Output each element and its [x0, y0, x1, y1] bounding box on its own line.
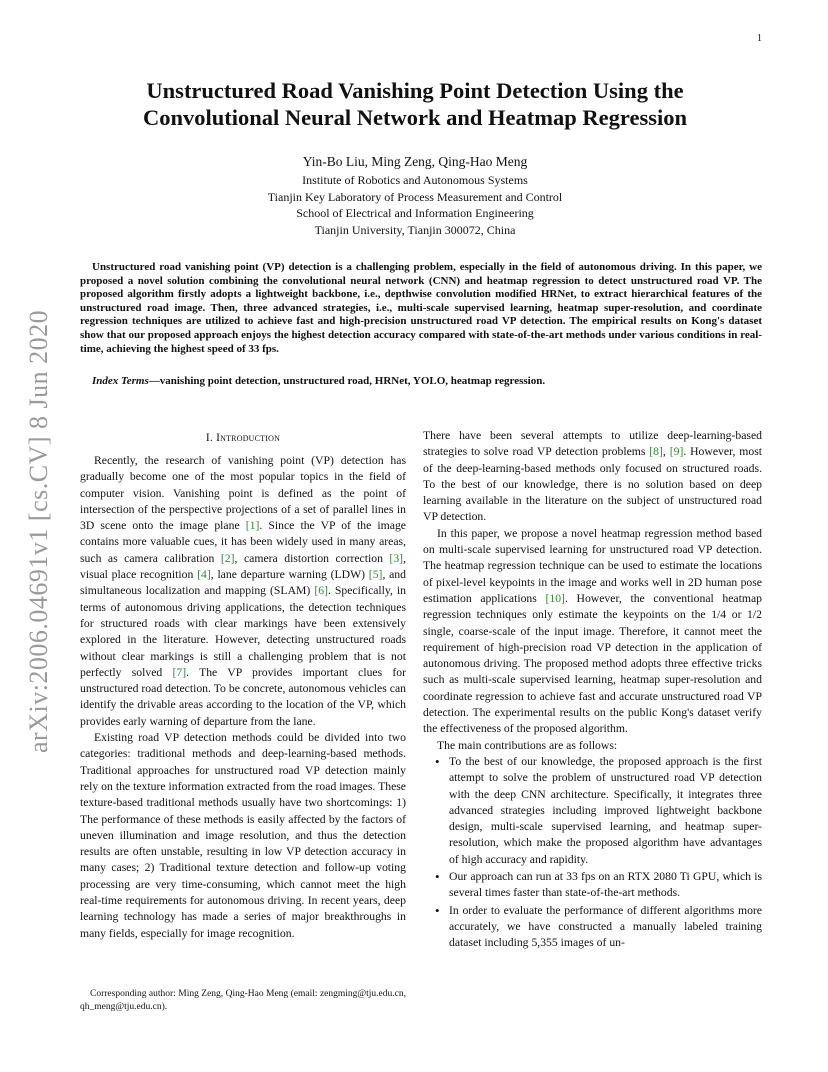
author-list: Yin-Bo Liu, Ming Zeng, Qing-Hao Meng [302, 154, 528, 169]
affiliation-line: Institute of Robotics and Autonomous Systems [302, 173, 528, 187]
citation-link[interactable]: [2] [220, 551, 235, 565]
section-heading: I. Introduction [205, 432, 281, 444]
affiliation-line: School of Electrical and Information Engineering [296, 206, 534, 220]
contribution-item: • In order to evaluate the performance of different algorithms more accurately, we have constructed a manually labeled training dataset including 5,355 images of un- [449, 903, 762, 952]
contributions-intro: The main contributions are as follows: [437, 738, 618, 752]
citation-link[interactable]: [3] [389, 551, 404, 565]
paper-title: Unstructured Road Vanishing Point Detection Using the Convolutional Neural Network and Heatmap Regression [143, 78, 687, 130]
citation-link[interactable]: [10] [545, 591, 565, 605]
index-terms-text: —vanishing point detection, unstructured road, HRNet, YOLO, heatmap regression. [148, 375, 546, 387]
citation-link[interactable]: [8] [649, 445, 663, 459]
corresponding-author-footnote: Corresponding author: Ming Zeng, Qing-Hao Meng (email: zengming@tju.edu.cn, qh_meng@tju.edu.cn). [80, 989, 406, 1012]
index-terms-label: Index Terms [92, 375, 149, 387]
index-terms [80, 374, 762, 388]
intro-paragraph-4: In this paper, we propose a novel heatmap regression method based on multi-scale supervised learning for unstructured road VP detection. The heatmap regression technique can be used to estimate the locations of pixel-level keypoints in the image and works well in 2D human pose estimation applications [10]. However, the conventional heatmap regression techniques only estimate the keypoints on the 1/4 or 1/2 single, coarse-scale of the input image. Therefore, it cannot meet the requirement of high-precision road VP detection in the application of autonomous driving. The proposed method adopts three effective tricks such as multi-scale supervised learning, heatmap super-resolution and coordinate regression to achieve fast and accurate unstructured road VP detection. The experimental results on the public Kong's dataset verify the effectiveness of the proposed algorithm. [423, 526, 762, 736]
abstract: Unstructured road vanishing point (VP) detection is a challenging problem, especially in the field of autonomous driving. In this paper, we proposed a novel solution combining the convolutional neural network (CNN) and heatmap regression to detect unstructured road VP. The proposed algorithm firstly adopts a lightweight backbone, i.e., depthwise convolution modified HRNet, to extract hierarchical features of the unstructured road image. Then, three advanced strategies, i.e., multi-scale supervised learning, heatmap super-resolution, and coordinate regression techniques are utilized to achieve fast and high-precision unstructured road VP detection. The empirical results on Kong's dataset show that our proposed approach enjoys the highest detection accuracy compared with state-of-the-art methods under various conditions in real-time, achieving the highest speed of 33 fps. [80, 261, 762, 355]
affiliation-line: Tianjin Key Laboratory of Process Measurement and Control [267, 189, 563, 204]
contribution-item: • To the best of our knowledge, the proposed approach is the first attempt to solve the problem of unstructured road VP detection with the deep CNN architecture. Specifically, it integrates three advanced strategies including improved lightweight backbone design, multi-scale supervised learning, and heatmap super-resolution, which make the proposed algorithm have advantages of high accuracy and rapidity. [449, 754, 762, 868]
right-column [423, 428, 762, 953]
intro-paragraph-2: Existing road VP detection methods could be divided into two categories: traditional methods and deep-learning-based methods. Traditional approaches for unstructured road VP detection mainly rely on the texture information extracted from the road images. These texture-based traditional methods usually have two shortcomings: 1) The performance of these methods is easily affected by the factors of uneven illumination and image resolution, and thus the detection results are often unstable, resulting in low VP detection accuracy in many cases; 2) Traditional texture detection and follow-up voting processing are very time-consuming, which cannot meet the high real-time requirements for autonomous driving. In recent years, deep learning technology has made a series of major breakthroughs in many fields, especially for image recognition. [80, 731, 406, 940]
citation-link[interactable]: [5] [368, 568, 383, 582]
affiliation-line: Tianjin University, Tianjin 300072, China [314, 222, 516, 237]
citation-link[interactable]: [6] [314, 584, 328, 598]
intro-paragraph-1: Recently, the research of vanishing point (VP) detection has gradually become one of the most popular topics in the field of computer vision. Vanishing point is defined as the point of intersection of the perspective projections of a set of parallel lines in 3D scene onto the image plane [1]. Since the VP of the image contains more valuable cues, it has been widely used in many areas, such as camera calibration [2], camera distortion correction [3], visual place recognition [4], lane departure warning (LDW) [5], and simultaneous localization and mapping (SLAM) [6]. Specifically, in terms of autonomous driving applications, the detection techniques for structured roads with clear markings have been extensively explored in the literature. However, detecting unstructured roads without clear markings is still a challenging problem that is not perfectly solved [7]. The VP provides important clues for unstructured road detection. To be concrete, autonomous vehicles can identify the drivable areas according to the location of the VP, which provides early warning of departure from the lane. [80, 454, 406, 728]
citation-link[interactable]: [7] [172, 665, 187, 679]
contributions-list [423, 754, 762, 952]
citation-link[interactable]: [4] [197, 568, 211, 582]
contribution-item: • Our approach can run at 33 fps on an RTX 2080 Ti GPU, which is several times faster than state-of-the-art methods. [449, 869, 762, 902]
arxiv-identifier-stamp: arXiv:2006.04691v1 [cs.CV] 8 Jun 2020 [24, 309, 53, 753]
intro-paragraph-3: There have been several attempts to utilize deep-learning-based strategies to solve road VP detection problems [8], [9]. However, most of the deep-learning-based methods only focused on structured roads. To the best of our knowledge, there is no solution based on deep learning available in the literature on the subject of unstructured road VP detection. [423, 429, 762, 524]
left-column [80, 428, 406, 942]
page-number: 1 [757, 33, 762, 44]
citation-link[interactable]: [9] [669, 445, 684, 459]
citation-link[interactable]: [1] [245, 519, 260, 533]
